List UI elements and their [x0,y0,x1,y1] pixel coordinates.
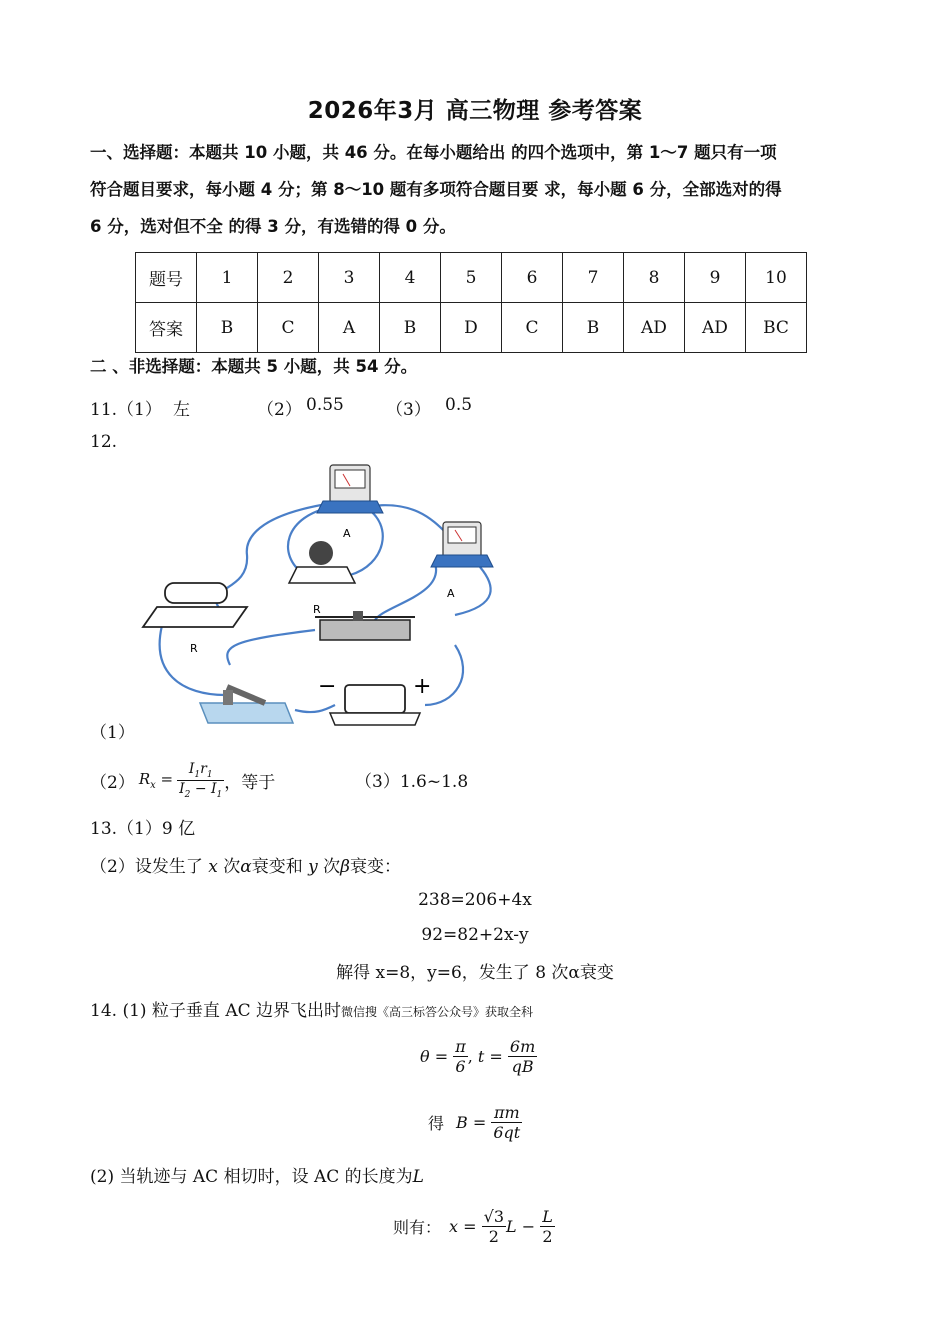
q11-label-2: （2） [257,400,302,420]
table-cell: AD [685,303,746,353]
q13-equation-2: 92=82+2x-y [421,925,529,945]
table-cell: 8 [624,253,685,303]
text-fragment: 衰变： [349,857,401,877]
table-cell: C [502,303,563,353]
section1-line3: 6 分，选对但不全 的得 3 分，有选错的得 0 分。 [90,217,456,236]
table-row [136,303,807,353]
q11-answer-2: 0.55 [306,395,344,415]
ammeter-1-icon [317,465,383,540]
q12-part2-suffix: ，等于 [224,772,276,793]
q14-part2 [90,1162,424,1187]
q14-de: 得 [428,1113,445,1133]
q12-part3: （3）1.6~1.8 [355,772,469,792]
table-cell: 4 [380,253,441,303]
watermark-text: 微信搜《高三标答公众号》获取全科 [341,1005,534,1019]
text-fragment: 衰变和 [251,857,303,877]
table-cell: 3 [319,253,380,303]
q13-part2-intro [90,852,401,877]
table-cell: B [197,303,258,353]
q13-result: 解得 x=8，y=6，发生了 8 次α衰变 [336,963,614,983]
formula-rx-fraction: $\frac{I_1r_1}{I_2 - I_1}$ [179,760,223,800]
table-cell: AD [624,303,685,353]
var-l: L [412,1167,424,1187]
rheostat-icon [315,611,415,640]
table-cell: B [563,303,624,353]
answer-table [135,252,807,353]
table-cell: 10 [746,253,807,303]
circuit-diagram [135,455,505,735]
sphere-resistor-label: R [313,603,321,616]
table-cell: 5 [441,253,502,303]
battery-plus-sign: + [413,674,432,699]
q12-part1: （1） [90,723,135,743]
q13-part1: 13.（1）9 亿 [90,819,196,839]
section2-heading: 二 、非选择题：本题共 5 小题，共 54 分。 [90,357,418,376]
q14-part1 [90,996,533,1021]
text-fragment: 次 [223,857,241,877]
q11-answer-3: 0.5 [445,395,473,415]
var-y: y [308,857,318,877]
q11-label: 11.（1） [90,400,162,420]
q12-label: 12. [90,432,118,452]
text-fragment: 次 [323,857,341,877]
var-x: x [208,857,218,877]
table-cell: 7 [563,253,624,303]
sphere-resistor-icon [289,541,355,616]
fixed-resistor-label: R [190,642,198,655]
q11-label-3: （3） [386,400,431,420]
table-cell: 1 [197,253,258,303]
switch-icon [200,687,293,723]
table-cell: 9 [685,253,746,303]
q14-formula-b: 得 B = $\frac{\pi m}{6qt}$ [428,1102,521,1142]
q14-part2-text: (2) 当轨迹与 AC 相切时，设 AC 的长度为 [90,1167,413,1187]
page-title: 2026年3月 高三物理 参考答案 [307,98,643,124]
q12-part2 [90,757,275,803]
q14-formula-x: 则有： x = $\frac{√3}{2}$ L − $\frac{L}{2}$ [393,1206,553,1246]
table-cell: D [441,303,502,353]
q12-part2-label: （2） [90,772,135,793]
q13-equation-1: 238=206+4x [418,890,532,910]
table-cell: A [319,303,380,353]
q14-formula-theta: θ = $\frac{\pi}{6}$ , t = $\frac{6m}{qB}$ [420,1036,536,1076]
symbol-alpha: α [240,857,252,877]
table-cell: 6 [502,253,563,303]
table-cell: B [380,303,441,353]
table-cell: 答案 [136,303,197,353]
ammeter-2-icon [431,522,493,600]
q14-zeyou: 则有： [393,1217,442,1237]
ammeter-2-label: A [447,587,455,600]
formula-rx: $R_x$ = [138,769,174,791]
q14-part1-text: 14. (1) 粒子垂直 AC 边界飞出时 [90,1001,342,1021]
table-cell: BC [746,303,807,353]
section1-line2: 符合题目要求，每小题 4 分；第 8～10 题有多项符合题目要 求，每小题 6 分，全部选对的得 [90,180,782,199]
q11-answer-1: 左 [173,400,190,420]
battery-minus-sign: − [318,674,337,699]
table-row [136,253,807,303]
table-cell: C [258,303,319,353]
table-cell: 题号 [136,253,197,303]
table-cell: 2 [258,253,319,303]
symbol-beta: β [340,857,350,877]
section1-line1: 一、选择题：本题共 10 小题，共 46 分。在每小题给出 的四个选项中，第 1～7 题只有一项 [90,143,777,162]
ammeter-1-label: A [343,527,351,540]
text-fragment: （2）设发生了 [90,857,203,877]
battery-icon [318,674,431,725]
